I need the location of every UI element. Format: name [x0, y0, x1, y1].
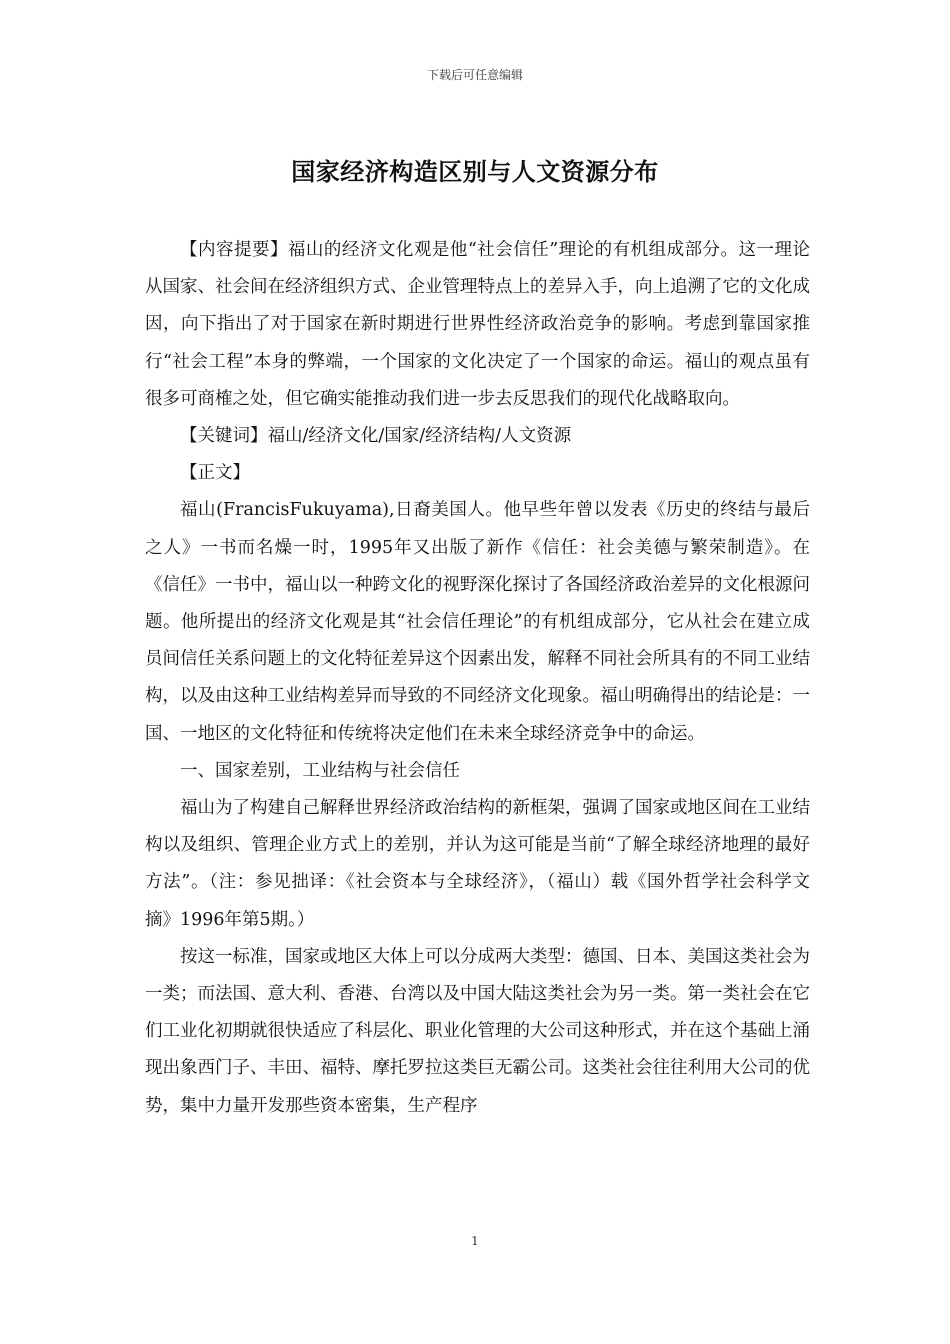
section-heading: 一、国家差别，工业结构与社会信任: [180, 760, 460, 781]
abstract-paragraph: 【内容提要】福山的经济文化观是他“社会信任”理论的有机组成部分。这一理论从国家、社会间在经济组织方式、企业管理特点上的差异入手，向上追溯了它的文化成因，向下指出了对于国家在新时期进行世界性经济政治竞争的影响。考虑到靠国家推行“社会工程”本身的弊端，一个国家的文化决定了一个国家的命运。福山的观点虽有很多可商榷之处，但它确实能推动我们进一步去反思我们的现代化战略取向。: [145, 240, 810, 409]
page-number: 1: [471, 1234, 479, 1248]
document-body: [145, 232, 810, 1125]
document-title: 国家经济构造区别与人文资源分布: [291, 157, 659, 186]
main-text-label: 【正文】: [180, 463, 250, 484]
body-paragraph: 按这一标准，国家或地区大体上可以分成两大类型：德国、日本、美国这类社会为一类；而法国、意大利、香港、台湾以及中国大陆这类社会为另一类。第一类社会在它们工业化初期就很快适应了科层化、职业化管理的大公司这种形式，并在这个基础上涌现出象西门子、丰田、福特、摩托罗拉这类巨无霸公司。这类社会往往利用大公司的优势，集中力量开发那些资本密集，生产程序: [145, 946, 810, 1116]
keywords-paragraph: 【关键词】福山/经济文化/国家/经济结构/人文资源: [180, 426, 572, 447]
body-paragraph: 福山为了构建自己解释世界经济政治结构的新框架，强调了国家或地区间在工业结构以及组织、管理企业方式上的差别，并认为这可能是当前“了解全球经济地理的最好方法”。（注：参见拙译：《社会资本与全球经济》，（福山）载《国外哲学社会科学文摘》1996年第5期。）: [145, 798, 810, 930]
page-header: 下载后可任意编辑: [426, 68, 523, 82]
body-paragraph: 福山(FrancisFukuyama),日裔美国人。他早些年曾以发表《历史的终结与最后之人》一书而名燥一时，1995年又出版了新作《信任：社会美德与繁荣制造》。在《信任》一书中，福山以一种跨文化的视野深化探讨了各国经济政治差异的文化根源问题。他所提出的经济文化观是其“社会信任理论”的有机组成部分，它从社会在建立成员间信任关系问题上的文化特征差异这个因素出发，解释不同社会所具有的不同工业结构，以及由这种工业结构差异而导致的不同经济文化现象。福山明确得出的结论是：一国、一地区的文化特征和传统将决定他们在未来全球经济竞争中的命运。: [145, 500, 810, 744]
